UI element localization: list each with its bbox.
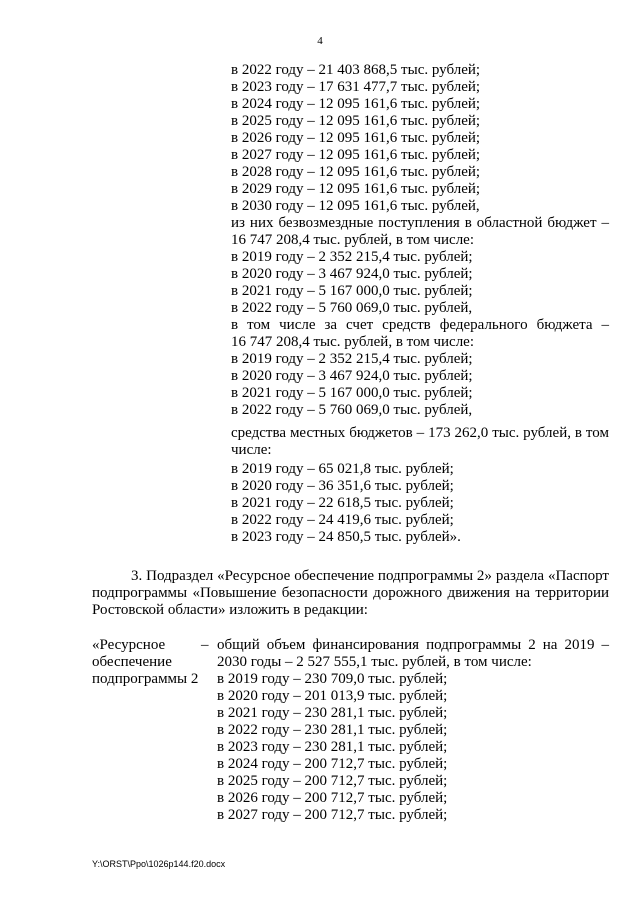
federal-total: 16 747 208,4 тыс. рублей, в том числе: (231, 334, 475, 350)
funding-line-2026: в 2026 году – 12 095 161,6 тыс. рублей; (231, 130, 481, 146)
local-budgets-intro-cont: числе: (231, 442, 272, 458)
local-2023: в 2023 году – 24 850,5 тыс. рублей». (231, 529, 461, 545)
free-income-2019: в 2019 году – 2 352 215,4 тыс. рублей; (231, 249, 473, 265)
federal-2022: в 2022 году – 5 760 069,0 тыс. рублей, (231, 402, 473, 418)
free-income-total: 16 747 208,4 тыс. рублей, в том числе: (231, 232, 475, 248)
funding-line-2022: в 2022 году – 21 403 868,5 тыс. рублей; (231, 62, 481, 78)
funding-line-2029: в 2029 году – 12 095 161,6 тыс. рублей; (231, 181, 481, 197)
table-year-2021: в 2021 году – 230 281,1 тыс. рублей; (217, 705, 448, 721)
federal-2020: в 2020 году – 3 467 924,0 тыс. рублей; (231, 368, 473, 384)
funding-line-2027: в 2027 году – 12 095 161,6 тыс. рублей; (231, 147, 481, 163)
local-2019: в 2019 году – 65 021,8 тыс. рублей; (231, 461, 454, 477)
paragraph-3-line-1: 3. Подраздел «Ресурсное обеспечение подпрограммы 2» раздела «Паспорт (131, 568, 609, 584)
table-total-line-2: 2030 годы – 2 527 555,1 тыс. рублей, в том числе: (217, 654, 532, 670)
local-2021: в 2021 году – 22 618,5 тыс. рублей; (231, 495, 454, 511)
federal-2019: в 2019 году – 2 352 215,4 тыс. рублей; (231, 351, 473, 367)
local-2022: в 2022 году – 24 419,6 тыс. рублей; (231, 512, 454, 528)
table-year-2026: в 2026 году – 200 712,7 тыс. рублей; (217, 790, 448, 806)
table-label-line-1: «Ресурсное (92, 637, 166, 653)
paragraph-3-line-2: подпрограммы «Повышение безопасности дорожного движения на территории (92, 585, 609, 601)
free-income-intro: из них безвозмездные поступления в областной бюджет – (231, 215, 609, 231)
funding-line-2030: в 2030 году – 12 095 161,6 тыс. рублей, (231, 198, 480, 214)
federal-2021: в 2021 году – 5 167 000,0 тыс. рублей; (231, 385, 473, 401)
table-dash: – (201, 637, 209, 653)
table-label-line-3: подпрограммы 2 (92, 671, 199, 687)
free-income-2021: в 2021 году – 5 167 000,0 тыс. рублей; (231, 283, 473, 299)
paragraph-3-line-3: Ростовской области» изложить в редакции: (92, 602, 368, 618)
table-year-2022: в 2022 году – 230 281,1 тыс. рублей; (217, 722, 448, 738)
local-budgets-intro: средства местных бюджетов – 173 262,0 тыс. рублей, в том (231, 425, 609, 441)
table-year-2023: в 2023 году – 230 281,1 тыс. рублей; (217, 739, 448, 755)
funding-line-2024: в 2024 году – 12 095 161,6 тыс. рублей; (231, 96, 481, 112)
table-label-line-2: обеспечение (92, 654, 172, 670)
table-year-2027: в 2027 году – 200 712,7 тыс. рублей; (217, 807, 448, 823)
table-year-2019: в 2019 году – 230 709,0 тыс. рублей; (217, 671, 448, 687)
funding-line-2023: в 2023 году – 17 631 477,7 тыс. рублей; (231, 79, 481, 95)
local-2020: в 2020 году – 36 351,6 тыс. рублей; (231, 478, 454, 494)
funding-line-2025: в 2025 году – 12 095 161,6 тыс. рублей; (231, 113, 481, 129)
free-income-2020: в 2020 году – 3 467 924,0 тыс. рублей; (231, 266, 473, 282)
table-year-2025: в 2025 году – 200 712,7 тыс. рублей; (217, 773, 448, 789)
funding-line-2028: в 2028 году – 12 095 161,6 тыс. рублей; (231, 164, 481, 180)
footer-file-path: Y:\ORST\Ppo\1026p144.f20.docx (92, 859, 226, 869)
table-year-2020: в 2020 году – 201 013,9 тыс. рублей; (217, 688, 448, 704)
page-number: 4 (317, 35, 323, 47)
free-income-2022: в 2022 году – 5 760 069,0 тыс. рублей, (231, 300, 473, 316)
federal-intro: в том числе за счет средств федерального бюджета – (231, 317, 609, 333)
table-total-line-1: общий объем финансирования подпрограммы 2 на 2019 – (217, 637, 609, 653)
table-year-2024: в 2024 году – 200 712,7 тыс. рублей; (217, 756, 448, 772)
